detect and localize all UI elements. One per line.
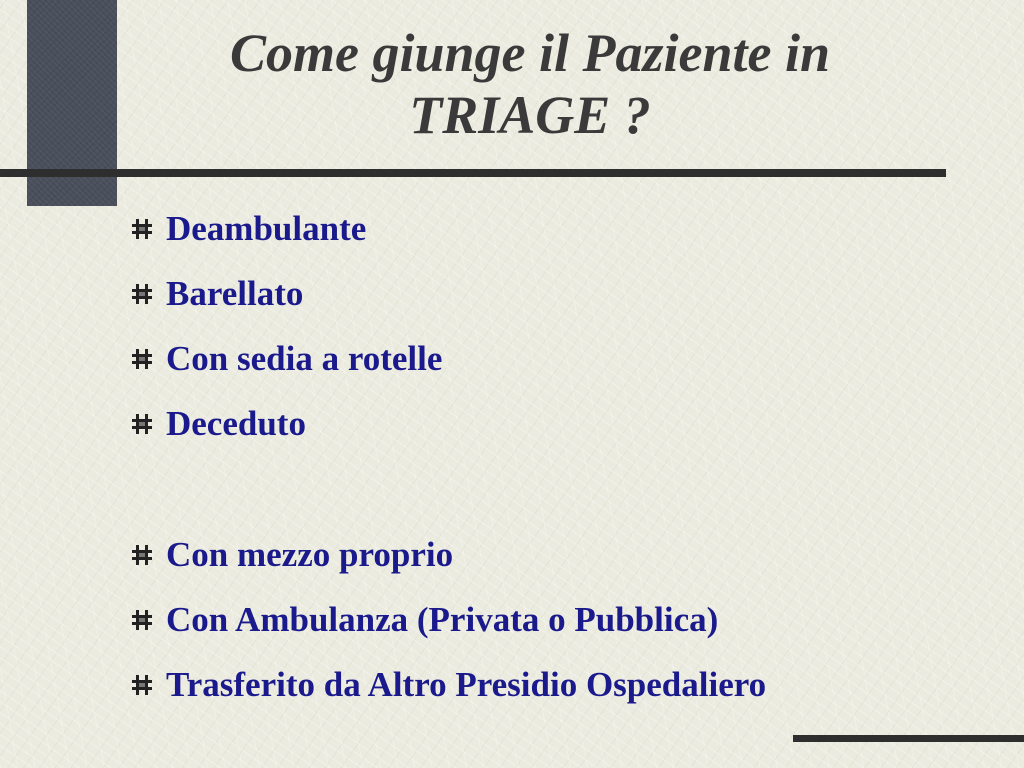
title-divider-line: [0, 169, 946, 177]
grid-bullet-icon: [130, 412, 154, 436]
list-item-text: Deceduto: [166, 403, 306, 443]
slide-title-line-2: TRIAGE ?: [409, 85, 651, 145]
list-item: [130, 522, 766, 587]
bottom-divider-line: [793, 735, 1024, 742]
list-item-text: Con mezzo proprio: [166, 534, 454, 574]
list-item-text: Con sedia a rotelle: [166, 338, 443, 378]
grid-bullet-icon: [130, 608, 154, 632]
grid-bullet-icon: [130, 217, 154, 241]
list-item-text: Deambulante: [166, 208, 367, 248]
grid-bullet-icon: [130, 282, 154, 306]
grid-bullet-icon: [130, 347, 154, 371]
grid-bullet-icon: [130, 673, 154, 697]
list-item-text: Trasferito da Altro Presidio Ospedaliero: [166, 664, 767, 704]
list-item-text: Barellato: [166, 273, 304, 313]
list-item: [130, 587, 766, 652]
slide-title-line-1: Come giunge il Paziente in: [229, 23, 831, 83]
slide-title: [130, 22, 930, 146]
list-item: [130, 261, 766, 326]
list-item-text: Con Ambulanza (Privata o Pubblica): [166, 599, 719, 639]
list-item: [130, 652, 766, 717]
list-item: [130, 391, 766, 456]
grid-bullet-icon: [130, 543, 154, 567]
list-item: [130, 326, 766, 391]
bullet-list: [130, 196, 766, 717]
list-item: [130, 196, 766, 261]
